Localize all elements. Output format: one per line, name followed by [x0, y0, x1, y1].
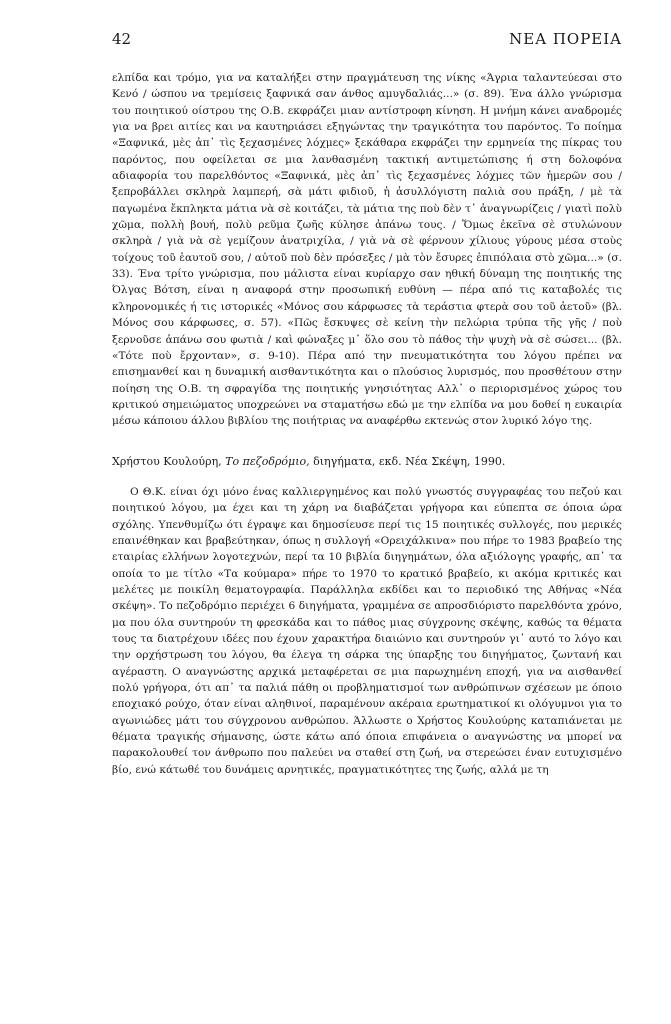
review-author: Χρήστου Κουλούρη, — [112, 454, 222, 468]
page-header — [112, 30, 622, 52]
review-book-details: διηγήματα, εκδ. Νέα Σκέψη, 1990. — [313, 454, 506, 468]
review-heading — [112, 454, 622, 470]
article-body — [112, 70, 622, 778]
review-book-title: Το πεζοδρόμιο, — [225, 454, 310, 468]
journal-title: ΝΕΑ ΠΟΡΕΙΑ — [509, 30, 622, 48]
review-paragraph-2: Ο Θ.Κ. είναι όχι μόνο ένας καλλιεργημένος και πολύ γνωστός συγγραφέας του πεζού και ποιητικού λόγου, μα έχει και τη χάρη να διαβάζεται γρήγορα και εύπεπτα σε όποια ώρα σχόλης. Υπενθυμίζω ότι έγραψε και δημοσίευσε περί τις 15 ποιητικές συλλογές, που μερικές επαινέθηκαν και βραβεύτηκαν, όπως η συλλογή «Ορειχάλκινα» που πήρε το 1983 βραβείο της εταιρίας ελλήνων λογοτεχνών, περί τα 10 βιβλία διηγημάτων, όλα αξιόλογης γραφής, απ᾽ τα οποία το με τίτλο «Τα κούμαρα» πήρε το 1970 το κρατικό βραβείο, κι ακόμα κριτικές και μελέτες με ποικίλη θεματογραφία. Παράλληλα εκδίδει και το περιοδικό της Αθήνας «Νέα σκέψη». Το πεζοδρόμιο περιέχει 6 διηγήματα, γραμμένα σε απροσδιόριστο παρελθόντα χρόνο, μα που όλα συντηρούν τη φρεσκάδα και το πάθος μιας σύγχρονης σκέψης, καθώς τα θέματα τους τα διατρέχουν ιδέες που έχουν χαρακτήρα διαιώνιο και συντηρούν γι᾽ αυτό το λόγο και την ορχήστρωση του λόγου, θα έλεγα τη σάρκα της ύπαρξης του διηγήματος, ζωντανή και αγέραστη. Ο αναγνώστης αρχικά μεταφέρεται σε μια παρωχημένη εποχή, για να αισθανθεί πολύ γρήγορα, ότι απ᾽ τα παλιά πάθη οι προβληματισμοί των ανθρώπινων σχέσεων με όποιο εποχιακό ρούχο, όταν είναι αληθινοί, παραμένουν ακέραια ερωτηματικοί κι ολόγυμνοι για το αγωνιώδες μάτι του σύγχρονου ανθρώπου. Άλλωστε ο Χρήστος Κουλούρης καταπιάνεται με θέματα τραγικής σήμανσης, ώστε κάτω από όποια επιφάνεια ο αναγνώστης να μπορεί να παρακολουθεί τον άνθρωπο που παλεύει να σταθεί στη ζωή, να στερεώσει έναν ευτυχισμένο βίο, ενώ κάτωθέ του δυνάμεις αρνητικές, πραγματικότητες της ζωής, αλλά με τη — [112, 485, 622, 776]
review-paragraph-1: ελπίδα και τρόμο, για να καταλήξει στην πραγμάτευση της νίκης «Άγρια ταλαντεύεσαι στο Κενό / ώσπου να τρεμίσεις ξαφνικά σαν άνθος αμυγδαλιάς...» (σ. 89). Ένα άλλο γνώρισμα του ποιητικού οίστρου της Ο.Β. εκφράζει μιαν αντίστροφη κίνηση. Η μνήμη κάνει αναδρομές για να βρει αιτίες και να καυτηριάσει εξηγώντας την τραγικότητα του παρόντος. Το ποίημα «Ξαφνικά, μὲς ἀπ᾽ τὶς ξεχασμένες λόχμες» ξεκάθαρα εκφράζει την ερμηνεία της πίκρας του παρόντος, που οφείλεται σε μια λανθασμένη τακτική αντιμετώπισης ή στη δολοφόνα αδιαφορία του παρελθόντος «Ξαφνικά, μὲς ἀπ᾽ τὶς ξεχασμένες λόχμες τῶν ἡμερῶν σου / ξεπροβάλλει σκληρὰ λαμπερή, σὰ μάτι φιδιοῦ, ἡ ἀσυλλόγιστη παλιὰ σου πράξη, / μὲ τὰ παγωμένα ἔκπληκτα μάτια νὰ σὲ κοιτάζει, τὰ μάτια της ποὺ δὲν τ᾽ ἀναγνωρίζεις / γιατὶ πολὺ χῶμα, πολλὴ βουή, πολὺ ρεῦμα ζωῆς κύλησε ἀπάνω τους. / Ὅμως ἐκεῖνα σὲ στυλώνουν σκληρὰ / γιὰ νὰ σὲ γεμίζουν ἀνατριχίλα, / γιὰ νὰ σὲ φέρνουν χίλιους γύρους μέσα στοὺς τοίχους τοῦ ἑαυτοῦ σου, / αὐτοῦ ποὺ δὲν πρόσεξες / μὰ τὸν ἔσυρες ἐπιπόλαια στὸ χῶμα...» (σ. 33). Ένα τρίτο γνώρισμα, που μάλιστα είναι κυρίαρχο σαν ηθική δύναμη της ποιητικής της Όλγας Βότση, είναι η αναφορά στην προσωπική ευθύνη — πέρα από τις καταβολές τις κληρονομικές ή τις ιστορικές «Μόνος σου κάρφωσες τὰ τεράστια φτερὰ σου τοῦ ἀετοῦ» (βλ. Μόνος σου κάρφωσες, σ. 57). «Πῶς ἔσκυψες σὲ κείνη τὴν πελώρια τρύπα τῆς γῆς / ποὺ ξερνοῦσε ἀπάνω σου φωτιὰ / καὶ φώναξες μ᾽ ὅλο σου τὸ πάθος τὴν ψυχὴ νὰ σὲ σώσει... (βλ. «Τότε ποὺ ἔρχονταν», σ. 9-10). Πέρα από την πνευματικότητα του λόγου πρέπει να επισημανθεί και η δυναμική αισθαντικότητα και ο πλούσιος λυρισμός, που προσθέτουν στην ποίηση της Ο.Β. τη σφραγίδα της ποιητικής γνησιότητας Αλλ᾽ ο περιορισμένος χώρος του κριτικού σημειώματος υποχρεώνει να σταματήσω εδώ με την ελπίδα να μου δοθεί η ευκαιρία μέσω κάποιου άλλου βιβλίου της ποιήτριας να αναφέρθω εκτενώς στον λυρικό λόγο της. — [112, 72, 622, 428]
page-number: 42 — [112, 30, 132, 48]
